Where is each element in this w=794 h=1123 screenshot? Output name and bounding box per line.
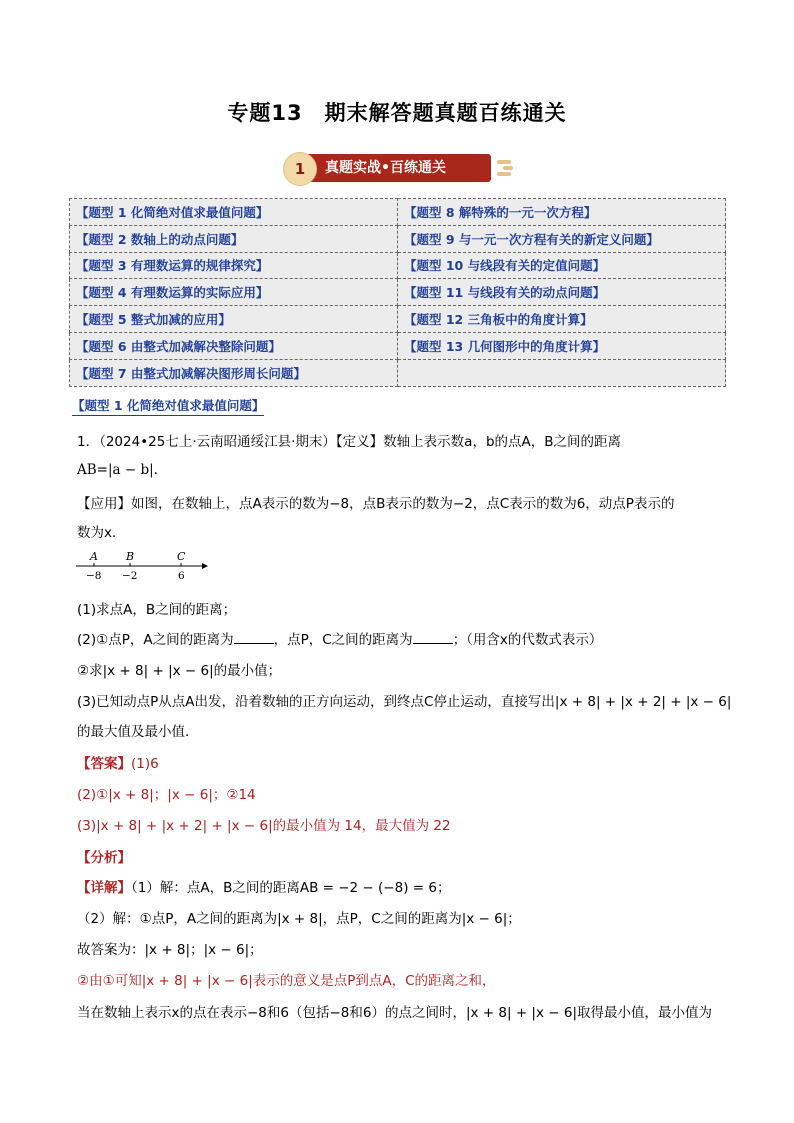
answer-blank [413, 631, 453, 644]
number-line-arrow [202, 563, 208, 569]
answer-block [77, 752, 159, 772]
answer-1: (1)6 [131, 756, 159, 772]
banner-decoration [497, 160, 511, 164]
detail-5: 当在数轴上表示x的点在表示−8和6（包括−8和6）的点之间时，|x + 8| + |x − 6|取得最小值，最小值为 [77, 1005, 712, 1021]
point-label-c: C [177, 550, 186, 563]
type-link[interactable]: 【题型 10 与线段有关的定值问题】 [398, 252, 726, 279]
banner-decoration [497, 172, 511, 176]
banner-number: 1 [283, 152, 317, 186]
detail-4: ②由①可知|x + 8| + |x − 6|表示的意义是点P到点A，C的距离之和， [77, 973, 496, 989]
problem-line: 【应用】如图，在数轴上，点A表示的数为−8，点B表示的数为−2，点C表示的数为6，动点P表示的 [77, 496, 675, 512]
type-link [398, 359, 726, 386]
point-value-c: 6 [178, 570, 185, 582]
type-link[interactable]: 【题型 5 整式加减的应用】 [70, 306, 398, 333]
point-label-a: A [90, 550, 98, 563]
question-2-part-a: (2)①点P，A之间的距离为 [77, 632, 234, 648]
section-heading[interactable]: 【题型 1 化简绝对值求最值问题】 [72, 396, 264, 416]
answer-heading: 【答案】 [77, 756, 131, 772]
type-link[interactable]: 【题型 7 由整式加减解决图形周长问题】 [70, 359, 398, 386]
type-link[interactable]: 【题型 13 几何图形中的角度计算】 [398, 332, 726, 359]
question-2-part-c: ；（用含x的代数式表示） [452, 632, 603, 648]
table-row [70, 252, 726, 279]
question-3-cont: 的最大值及最小值． [77, 724, 199, 740]
type-link[interactable]: 【题型 3 有理数运算的规律探究】 [70, 252, 398, 279]
question-types-table [69, 198, 726, 387]
detail-2: （2）解：①点P，A之间的距离为|x + 8|，点P，C之间的距离为|x − 6|； [77, 911, 521, 927]
detail-1 [77, 876, 450, 896]
type-link[interactable]: 【题型 6 由整式加减解决整除问题】 [70, 332, 398, 359]
analysis-heading: 【分析】 [77, 850, 131, 866]
page-title: 专题13 期末解答题真题百练通关 [227, 101, 567, 125]
point-value-a: −8 [86, 570, 102, 582]
table-row [70, 199, 726, 226]
answer-blank [234, 631, 274, 644]
question-3: (3)已知动点P从点A出发，沿着数轴的正方向运动，到终点C停止运动，直接写出|x + 8| + |x + 2| + |x − 6| [77, 694, 732, 710]
table-row [70, 332, 726, 359]
table-row [70, 225, 726, 252]
question-2-part-b: ，点P，C之间的距离为 [273, 632, 413, 648]
table-row [70, 359, 726, 386]
type-link[interactable]: 【题型 9 与一元一次方程有关的新定义问题】 [398, 225, 726, 252]
question-2-sub: ②求|x + 8| + |x − 6|的最小值； [77, 663, 282, 679]
type-link[interactable]: 【题型 12 三角板中的角度计算】 [398, 306, 726, 333]
detail-1-text: （1）解：点A，B之间的距离AB = −2 − (−8) = 6； [131, 880, 451, 896]
detail-3: 故答案为：|x + 8|；|x − 6|； [77, 942, 263, 958]
question-1: (1)求点A，B之间的距离； [77, 602, 237, 618]
type-link[interactable]: 【题型 4 有理数运算的实际应用】 [70, 279, 398, 306]
type-link[interactable]: 【题型 8 解特殊的一元一次方程】 [398, 199, 726, 226]
point-label-b: B [126, 550, 135, 563]
type-link[interactable]: 【题型 1 化简绝对值求最值问题】 [70, 199, 398, 226]
point-value-b: −2 [122, 570, 138, 582]
table-row [70, 306, 726, 333]
number-line-figure [76, 548, 208, 584]
answer-2: (2)①|x + 8|；|x − 6|；②14 [77, 787, 256, 803]
table-row [70, 279, 726, 306]
section-banner [283, 152, 513, 186]
question-2 [77, 628, 602, 648]
answer-3: (3)|x + 8| + |x + 2| + |x − 6|的最小值为 14，最大值为 22 [77, 818, 451, 834]
banner-label: 真题实战•百练通关 [303, 154, 491, 182]
type-link[interactable]: 【题型 2 数轴上的动点问题】 [70, 225, 398, 252]
detail-heading: 【详解】 [77, 880, 131, 896]
problem-line: 数为x． [77, 525, 126, 541]
problem-line: AB=|a − b|． [77, 462, 168, 478]
type-link[interactable]: 【题型 11 与线段有关的动点问题】 [398, 279, 726, 306]
problem-line: 1．（2024•25七上·云南昭通绥江县·期末）【定义】数轴上表示数a，b的点A，B之间的距离 [77, 434, 622, 450]
banner-decoration [503, 166, 513, 170]
